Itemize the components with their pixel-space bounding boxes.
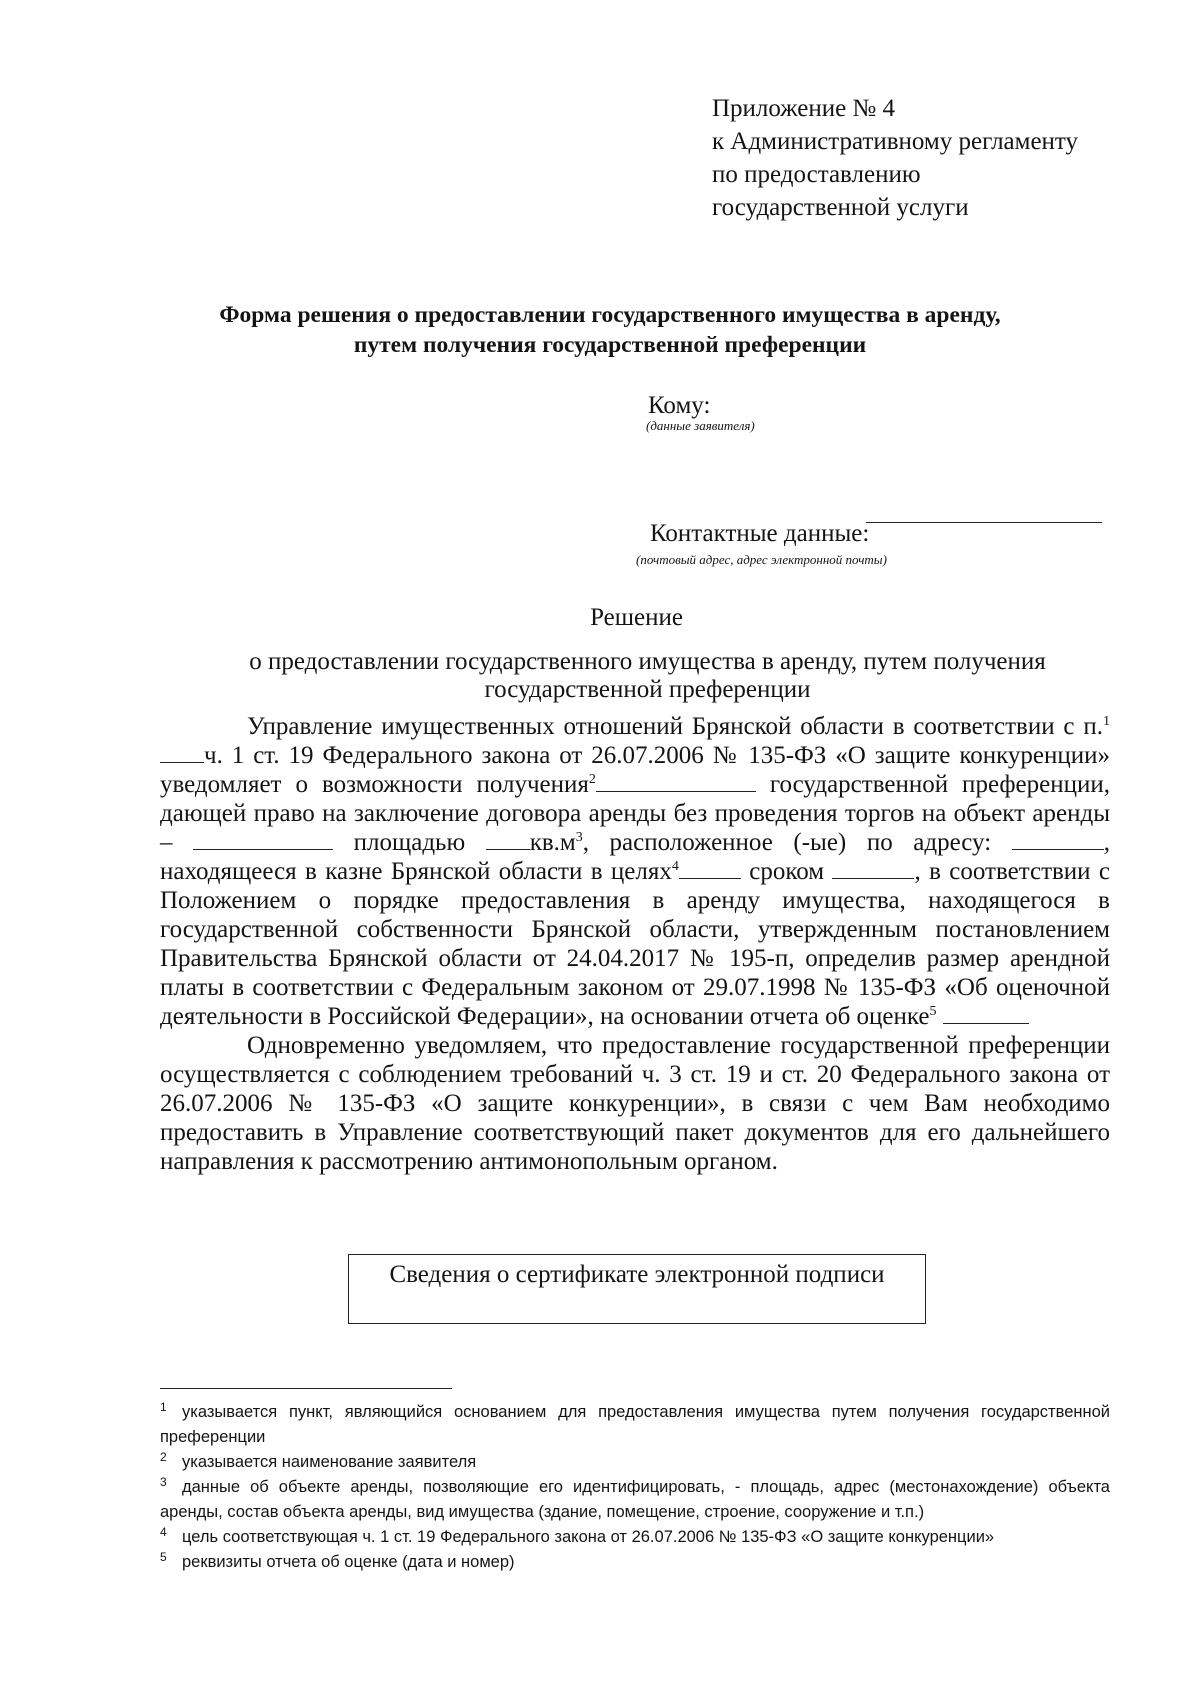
blank-field: [679, 858, 741, 879]
contact-underline: [866, 522, 1102, 523]
appendix-line: к Административному регламенту: [712, 128, 1079, 155]
footnote-text: указывается пункт, являющийся основанием для предоставления имущества путем получения государственной преференции: [160, 1403, 1110, 1446]
footnote: 4 цель соответствующая ч. 1 ст. 19 Федерального закона от 26.07.2006 № 135-ФЗ «О защите конкуренции»: [160, 1525, 995, 1546]
body-paragraph: Одновременно уведомляем, что предоставление государственной преференции осуществляется с соблюдением требований ч. 3 ст. 19 и ст. 20 Федерального закона от 26.07.2006 № 135-ФЗ «О защите конкуренции», в связи с чем Вам необходимо предоставить в Управление соответствующий пакет документов для его дальнейшего направления к рассмотрению антимонопольным органом.: [160, 1032, 1110, 1175]
footnote-ref: 3: [575, 830, 583, 845]
appendix-line: Приложение № 4: [712, 95, 896, 122]
body-paragraph: [160, 712, 1110, 1031]
appendix-line: государственной услуги: [712, 194, 969, 221]
blank-field: [832, 858, 914, 879]
body-text-segment: , в соответствии с Положением о порядке предоставления в аренду имущества, находящегося в государственной собственности Брянской области, утвержденным постановлением Правительства Брянской области от 24.04.2017 № 195-п, определив размер арендной платы в соответствии с Федеральным законом от 29.07.1998 № 135-ФЗ «Об оценочной деятельности в Российской Федерации», на основании отчета об оценке: [160, 858, 1111, 1030]
form-title: [150, 300, 1070, 360]
appendix-line: по предоставлению: [712, 161, 921, 188]
footnotes: [160, 1400, 1110, 1575]
footnote-ref: 5: [929, 1004, 937, 1019]
blank-field: [596, 771, 756, 792]
signature-info-box: Сведения о сертификате электронной подписи: [348, 1254, 926, 1324]
blank-field: [160, 742, 204, 763]
footnote-text: указывается наименование заявителя: [182, 1453, 477, 1471]
decision-subtitle-line: государственной преференции: [484, 676, 811, 703]
footnote-ref: 2: [588, 772, 596, 787]
body-text-segment: кв.м: [529, 829, 576, 856]
body-text-segment: , расположенное (-ые) по адресу:: [582, 829, 992, 856]
blank-field: [1012, 829, 1104, 850]
to-note: (данные заявителя): [646, 418, 755, 433]
body-text-segment: ч. 1 ст. 19 Федерального закона от 26.07.2006 № 135-ФЗ «О защите конкуренции» уведомляет о возможности получения: [160, 742, 1110, 798]
footnote: 3 данные об объекте аренды, позволяющие его идентифицировать, - площадь, адрес (местонахождение) объекта аренды, состав объекта аренды, вид имущества (здание, помещение, строение, сооружение и т.п.): [160, 1475, 1110, 1521]
body-text-segment: государственной преференции, дающей право на заключение договора аренды без проведения торгов на объект аренды –: [160, 771, 1110, 856]
body-text-segment: площадью: [353, 829, 466, 856]
contact-label: Контактные данные:: [650, 520, 870, 547]
to-label: Кому:: [648, 392, 711, 419]
decision-subtitle-line: о предоставлении государственного имущества в аренду, путем получения: [249, 648, 1046, 675]
appendix-header: [712, 92, 1078, 224]
footnote-ref: 1: [1103, 714, 1110, 729]
footnote-text: цель соответствующая ч. 1 ст. 19 Федерального закона от 26.07.2006 № 135-ФЗ «О защите конкуренции»: [182, 1528, 995, 1546]
footnote: 2 указывается наименование заявителя: [160, 1450, 477, 1471]
form-title-line: Форма решения о предоставлении государственного имущества в аренду,: [219, 302, 1001, 328]
body-text-segment: сроком: [749, 858, 825, 885]
footnote-text: данные об объекте аренды, позволяющие его идентифицировать, - площадь, адрес (местонахождение) объекта аренды, состав объекта аренды, вид имущества (здание, помещение, строение, сооружение и т.п.): [160, 1478, 1110, 1521]
blank-field: [193, 829, 333, 850]
decision-body: [160, 712, 1110, 1176]
blank-field: [943, 1003, 1029, 1024]
footnote: 1 указывается пункт, являющийся основанием для предоставления имущества путем получения государственной преференции: [160, 1400, 1110, 1446]
footnote-ref: 4: [671, 859, 679, 874]
form-title-line: путем получения государственной преференции: [353, 332, 867, 358]
decision-title: Решение: [590, 604, 683, 631]
contact-note: (почтовый адрес, адрес электронной почты): [636, 552, 887, 567]
footnote-text: реквизиты отчета об оценке (дата и номер): [182, 1553, 515, 1571]
decision-subtitle: [180, 648, 1115, 704]
body-text-segment: , находящееся в казне Брянской области в целях: [160, 829, 1110, 885]
body-text-segment: Управление имущественных отношений Брянской области в соответствии с п.: [247, 713, 1103, 740]
footnote-separator: [160, 1388, 452, 1389]
blank-field: [486, 829, 530, 850]
footnote: 5 реквизиты отчета об оценке (дата и номер): [160, 1550, 515, 1571]
